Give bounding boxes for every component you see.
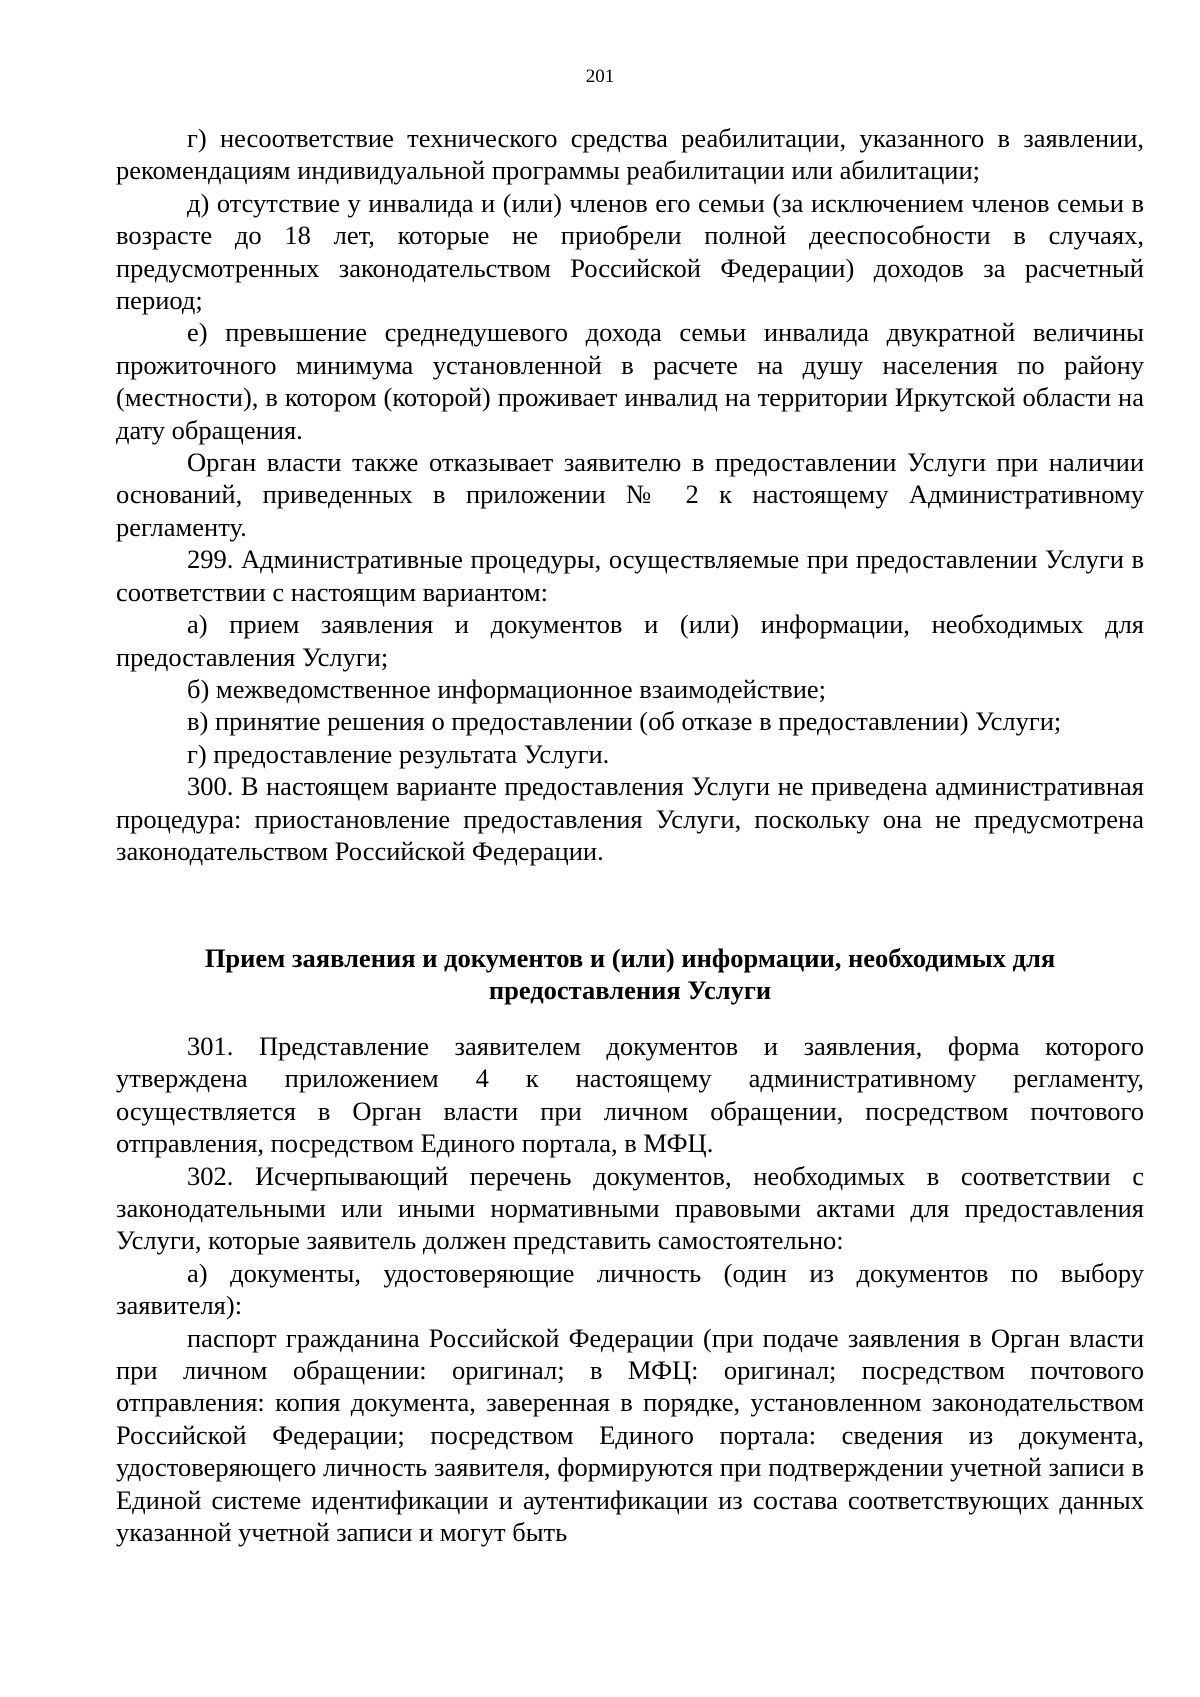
paragraph: е) превышение среднедушевого дохода семьи инвалида двукратной величины прожиточного минимума установленной в расчете на душу населения по району (местности), в котором (которой) проживает инвалид на территории Иркутской области на дату обращения. <box>116 317 1144 445</box>
paragraph: г) предоставление результата Услуги. <box>187 738 610 769</box>
paragraph: паспорт гражданина Российской Федерации (при подаче заявления в Орган власти при личном обращении: оригинал; в МФЦ: оригинал; посредством почтового отправления: копия документа, заверенная в порядке, установленном законодательством Российской Федерации; посредством Единого портала: сведения из документа, удостоверяющего личность заявителя, формируются при подтверждении учетной записи в Единой системе идентификации и аутентификации из состава соответствующих данных указанной учетной записи и могут быть <box>116 1322 1144 1548</box>
body-text-top <box>116 122 1144 867</box>
paragraph: Орган власти также отказывает заявителю в предоставлении Услуги при наличии оснований, приведенных в приложении № 2 к настоящему Административному регламенту. <box>116 447 1144 542</box>
paragraph: г) несоответствие технического средства реабилитации, указанного в заявлении, рекомендациям индивидуальной программы реабилитации или абилитации; <box>116 123 1144 186</box>
paragraph: д) отсутствие у инвалида и (или) членов его семьи (за исключением членов семьи в возрасте до 18 лет, которые не приобрели полной дееспособности в случаях, предусмотренных законодательством Российской Федерации) доходов за расчетный период; <box>116 187 1144 316</box>
paragraph: 302. Исчерпывающий перечень документов, необходимых в соответствии с законодательными или иными нормативными правовыми актами для предоставления Услуги, которые заявитель должен представить самостоятельно: <box>116 1160 1144 1256</box>
paragraph: 301. Представление заявителем документов и заявления, форма которого утверждена приложением 4 к настоящему административному регламенту, осуществляется в Орган власти при личном обращении, посредством почтового отправления, посредством Единого портала, в МФЦ. <box>116 1031 1144 1159</box>
paragraph: а) прием заявления и документов и (или) информации, необходимых для предоставления Услуги; <box>116 609 1144 672</box>
paragraph: а) документы, удостоверяющие личность (один из документов по выбору заявителя): <box>116 1257 1144 1321</box>
paragraph: 300. В настоящем варианте предоставления Услуги не приведена административная процедура: приостановление предоставления Услуги, поскольку она не предусмотрена законодательством Российской Федерации. <box>116 771 1144 866</box>
page-number: 201 <box>585 66 615 87</box>
paragraph: 299. Административные процедуры, осуществляемые при предоставлении Услуги в соответствии с настоящим вариантом: <box>116 544 1144 607</box>
section-heading: Прием заявления и документов и (или) информации, необходимых для предоставления Услуги <box>204 943 1056 1006</box>
paragraph: б) межведомственное информационное взаимодействие; <box>187 673 827 704</box>
body-text-bottom <box>116 1030 1144 1549</box>
paragraph: в) принятие решения о предоставлении (об отказе в предоставлении) Услуги; <box>187 706 1062 737</box>
